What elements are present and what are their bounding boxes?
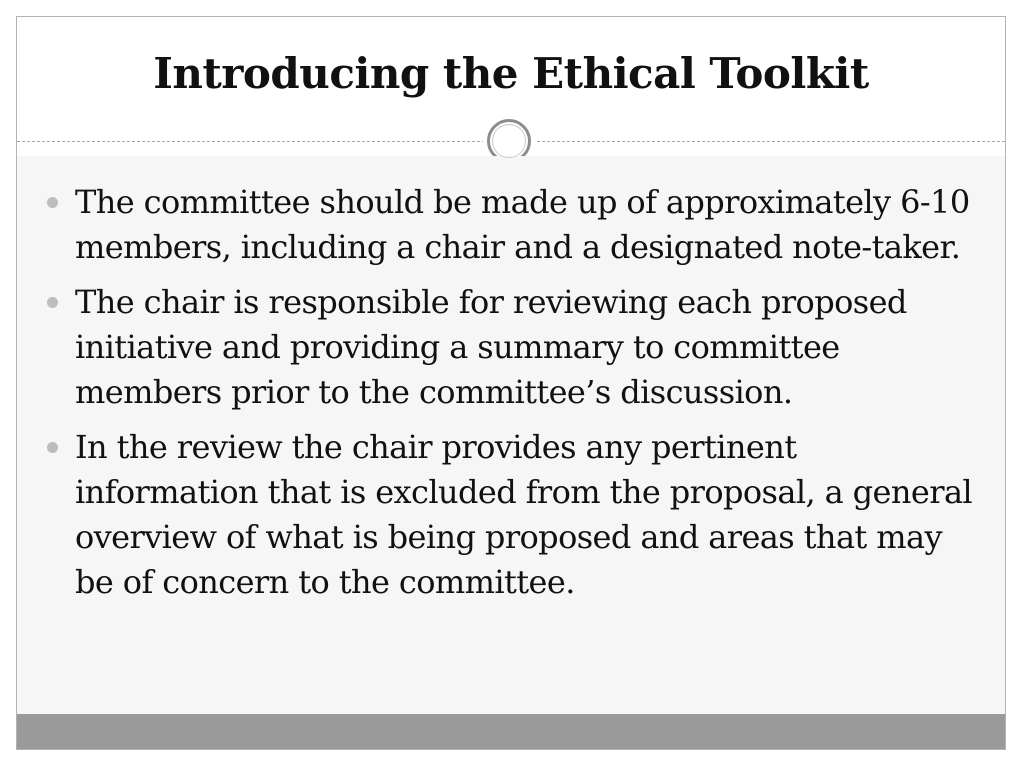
slide-title: Introducing the Ethical Toolkit xyxy=(153,49,869,98)
slide-frame xyxy=(16,16,1006,750)
bullet-text: The committee should be made up of approximately 6-10 members, including a chair and a designated note-taker. xyxy=(75,183,970,266)
bullet-item xyxy=(41,180,981,270)
content-area xyxy=(17,156,1005,716)
bullet-list xyxy=(41,180,981,615)
bullet-text: The chair is responsible for reviewing each proposed initiative and providing a summary to committee members prior to the committee’s discussion. xyxy=(75,283,907,411)
bullet-item xyxy=(41,425,981,605)
bullet-dot-icon xyxy=(47,197,58,208)
bullet-dot-icon xyxy=(47,297,58,308)
bullet-item xyxy=(41,280,981,415)
bullet-text: In the review the chair provides any pertinent information that is excluded from the proposal, a general overview of what is being proposed and areas that may be of concern to the committee. xyxy=(75,428,973,601)
footer-bar xyxy=(17,714,1005,749)
bullet-dot-icon xyxy=(47,442,58,453)
